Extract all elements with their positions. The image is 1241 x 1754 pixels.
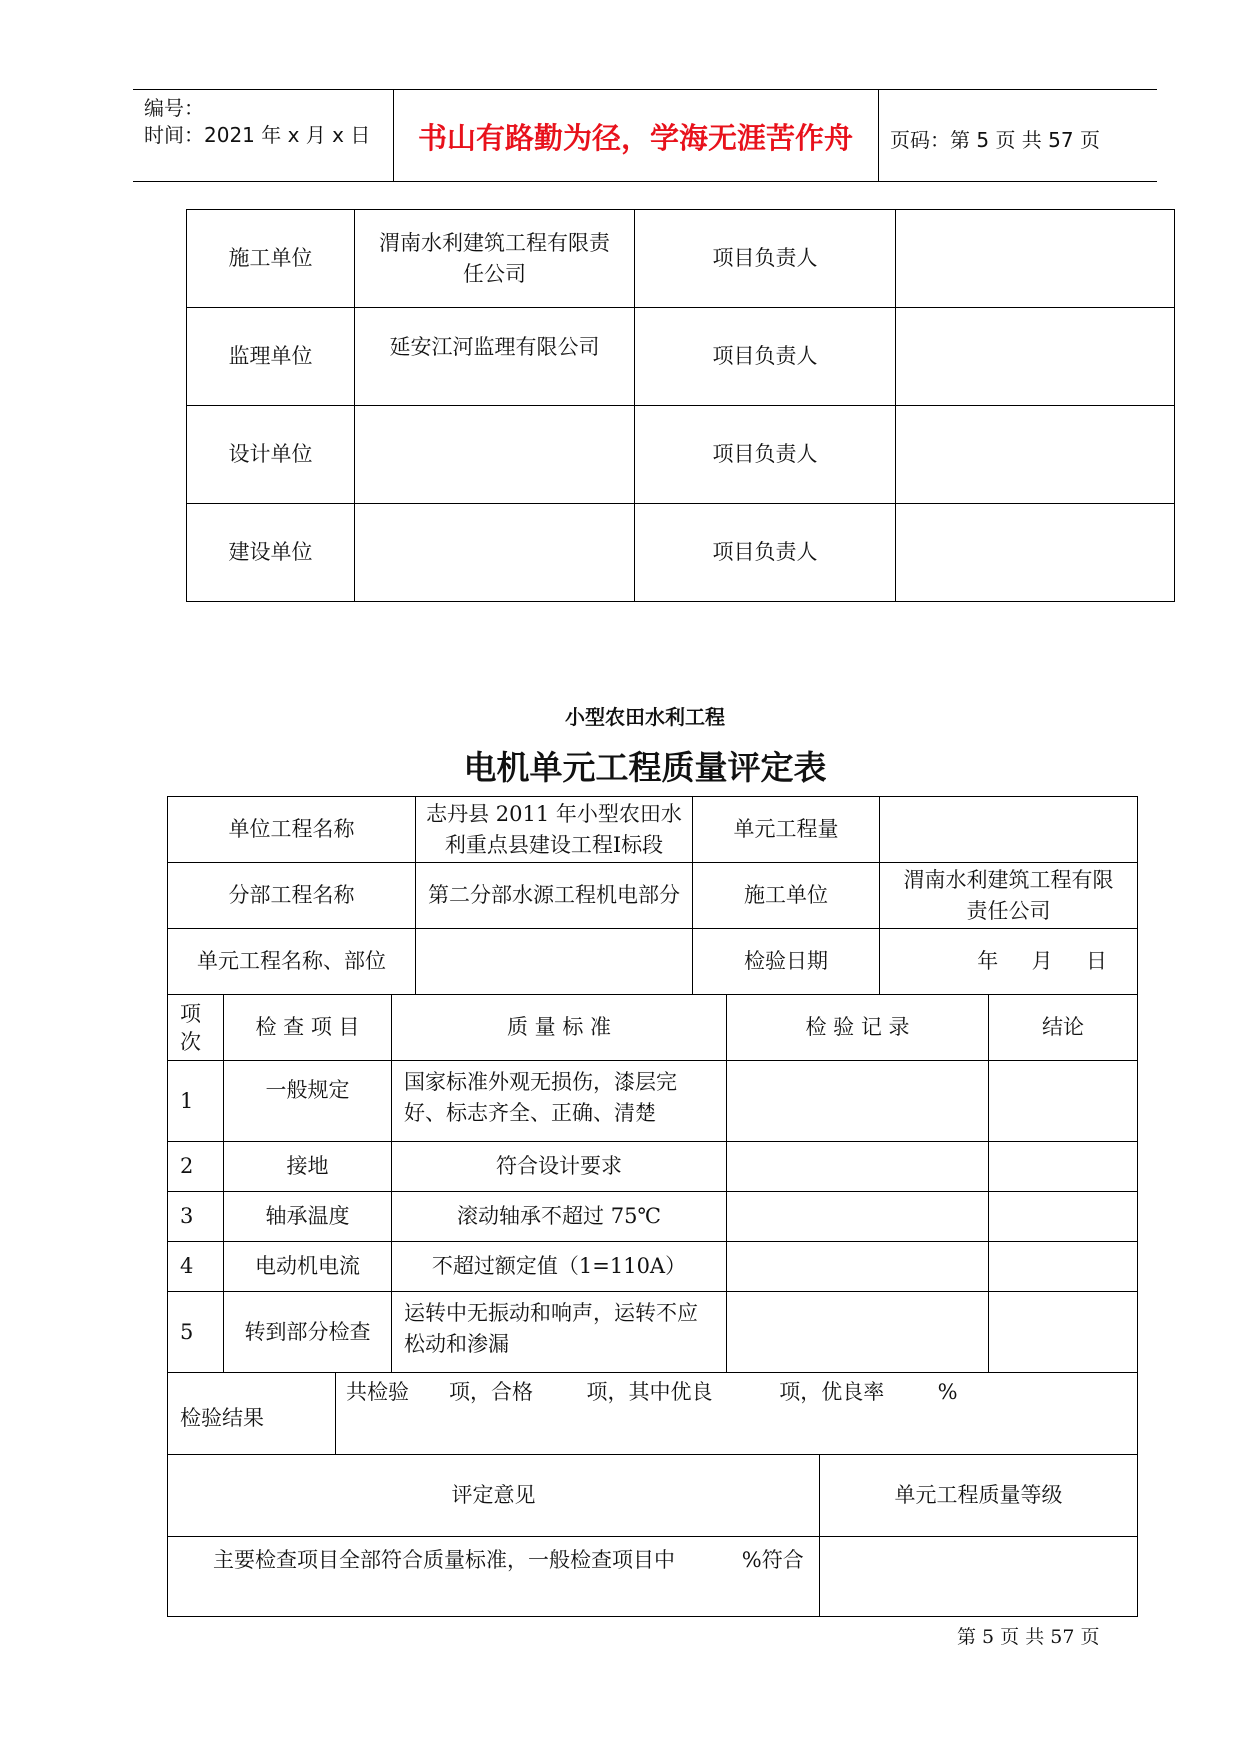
unit-type-cell: 施工单位 (187, 210, 355, 308)
item-name: 一般规定 (224, 1061, 392, 1142)
table-row (168, 1242, 1138, 1292)
item-name: 电动机电流 (224, 1242, 392, 1292)
assessment-table (167, 1454, 1138, 1617)
opinion-text[interactable]: 主要检查项目全部符合质量标准，一般检查项目中 %符合 (168, 1537, 820, 1617)
check-date-value[interactable]: 年 月 日 (880, 929, 1138, 995)
item-conclusion[interactable] (989, 1242, 1138, 1292)
element-qty-value[interactable] (880, 797, 1138, 863)
table-row (168, 1292, 1138, 1373)
unit-name-cell: 延安江河监理有限公司 (355, 308, 635, 406)
person-cell[interactable] (896, 406, 1175, 504)
units-table (186, 209, 1175, 602)
item-index: 1 (168, 1061, 224, 1142)
table-row (168, 1061, 1138, 1142)
result-label: 检验结果 (168, 1373, 336, 1455)
item-conclusion[interactable] (989, 1061, 1138, 1142)
item-name: 接地 (224, 1142, 392, 1192)
footer-page-number: 第 5 页 共 57 页 (957, 1626, 1100, 1648)
item-name: 轴承温度 (224, 1192, 392, 1242)
grade-label: 单元工程质量等级 (820, 1455, 1138, 1537)
table-row (168, 797, 1138, 863)
item-index: 4 (168, 1242, 224, 1292)
table-row (168, 1373, 1138, 1455)
element-name-value[interactable] (416, 929, 693, 995)
table-row (187, 308, 1175, 406)
header-top-rule (133, 89, 1157, 90)
header-motto: 书山有路勤为径，学海无涯苦作舟 (417, 121, 853, 155)
item-name: 转到部分检查 (224, 1292, 392, 1373)
role-cell: 项目负责人 (635, 504, 896, 602)
division-label: 分部工程名称 (168, 863, 416, 929)
item-record[interactable] (727, 1242, 989, 1292)
item-conclusion[interactable] (989, 1192, 1138, 1242)
item-conclusion[interactable] (989, 1292, 1138, 1373)
header-divider-right (878, 90, 879, 182)
inspection-table (167, 994, 1138, 1373)
unit-type-cell: 建设单位 (187, 504, 355, 602)
column-header-index-text: 项次 (180, 1001, 201, 1054)
header-bottom-rule (133, 181, 1157, 182)
opinion-label: 评定意见 (168, 1455, 820, 1537)
person-cell[interactable] (896, 308, 1175, 406)
table-row (187, 406, 1175, 504)
item-record[interactable] (727, 1142, 989, 1192)
table-row (187, 210, 1175, 308)
item-index: 3 (168, 1192, 224, 1242)
person-cell[interactable] (896, 210, 1175, 308)
header-page-info: 页码：第 5 页 共 57 页 (890, 128, 1100, 152)
item-standard: 滚动轴承不超过 75℃ (392, 1192, 727, 1242)
result-text[interactable]: 共检验 项，合格 项，其中优良 项，优良率 % (336, 1373, 1138, 1455)
item-standard: 不超过额定值（1=110A） (392, 1242, 727, 1292)
unit-name-cell[interactable] (355, 406, 635, 504)
item-standard: 运转中无振动和响声，运转不应松动和渗漏 (392, 1292, 727, 1373)
column-header-record: 检 验 记 录 (727, 995, 989, 1061)
item-record[interactable] (727, 1292, 989, 1373)
unit-type-cell: 设计单位 (187, 406, 355, 504)
item-record[interactable] (727, 1192, 989, 1242)
item-index: 2 (168, 1142, 224, 1192)
form-title: 电机单元工程质量评定表 (463, 748, 827, 787)
table-row (168, 1537, 1138, 1617)
table-row (187, 504, 1175, 602)
form-subtitle: 小型农田水利工程 (565, 705, 725, 729)
inspection-result-table (167, 1372, 1138, 1455)
role-cell: 项目负责人 (635, 406, 896, 504)
person-cell[interactable] (896, 504, 1175, 602)
item-conclusion[interactable] (989, 1142, 1138, 1192)
column-header-conclusion: 结论 (989, 995, 1138, 1061)
column-header-item: 检 查 项 目 (224, 995, 392, 1061)
role-cell: 项目负责人 (635, 210, 896, 308)
table-row (168, 1455, 1138, 1537)
unit-type-cell: 监理单位 (187, 308, 355, 406)
document-date: 时间：2021 年 x 月 x 日 (144, 123, 371, 147)
division-value: 第二分部水源工程机电部分 (416, 863, 693, 929)
contractor-value: 渭南水利建筑工程有限责任公司 (880, 863, 1138, 929)
unit-name-cell: 渭南水利建筑工程有限责任公司 (355, 210, 635, 308)
unit-name-cell[interactable] (355, 504, 635, 602)
item-record[interactable] (727, 1061, 989, 1142)
column-header-standard: 质 量 标 准 (392, 995, 727, 1061)
unit-project-value: 志丹县 2011 年小型农田水利重点县建设工程Ⅰ标段 (416, 797, 693, 863)
item-standard: 国家标准外观无损伤，漆层完好、标志齐全、正确、清楚 (392, 1061, 727, 1142)
check-date-label: 检验日期 (693, 929, 880, 995)
item-standard: 符合设计要求 (392, 1142, 727, 1192)
table-row (168, 929, 1138, 995)
element-name-label: 单元工程名称、部位 (168, 929, 416, 995)
table-row (168, 863, 1138, 929)
document-number-label: 编号： (144, 96, 204, 120)
table-row (168, 1142, 1138, 1192)
table-header-row (168, 995, 1138, 1061)
project-info-table (167, 796, 1138, 995)
table-row (168, 1192, 1138, 1242)
contractor-label: 施工单位 (693, 863, 880, 929)
unit-project-label: 单位工程名称 (168, 797, 416, 863)
item-index: 5 (168, 1292, 224, 1373)
role-cell: 项目负责人 (635, 308, 896, 406)
grade-value[interactable] (820, 1537, 1138, 1617)
column-header-index (168, 995, 224, 1061)
element-qty-label: 单元工程量 (693, 797, 880, 863)
